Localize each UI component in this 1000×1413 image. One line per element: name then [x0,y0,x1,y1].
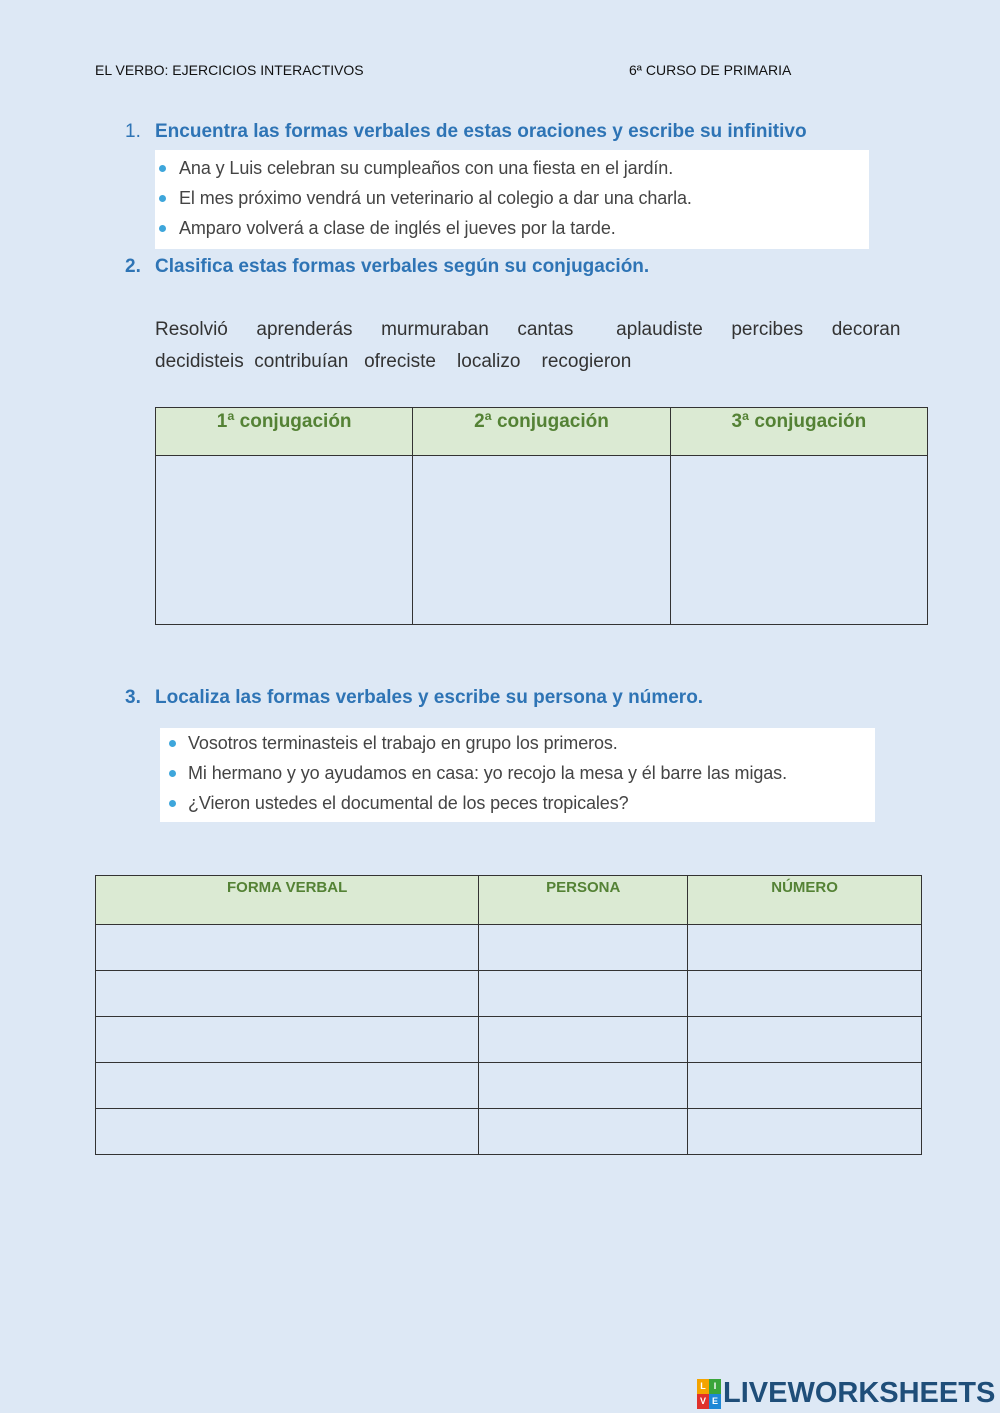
list-item: Vosotros terminasteis el trabajo en grupo los primeros. [160,728,875,758]
liveworksheets-icon: L I V E [697,1379,721,1409]
answer-cell[interactable] [96,1063,479,1109]
question-2-text: Clasifica estas formas verbales según su conjugación. [155,256,650,277]
answer-cell[interactable] [479,1017,688,1063]
answer-cell-conj-1[interactable] [156,456,413,625]
bullet-icon [159,165,166,172]
answer-cell[interactable] [688,1017,922,1063]
question-3-title [125,687,703,709]
answer-cell[interactable] [479,1063,688,1109]
answer-cell[interactable] [479,1109,688,1155]
list-item: Mi hermano y yo ayudamos en casa: yo recojo la mesa y él barre las migas. [160,758,875,788]
bullet-icon [169,800,176,807]
column-header-persona: PERSONA [479,876,688,925]
liveworksheets-logo[interactable] [697,1377,995,1410]
person-number-table [95,875,922,1155]
answer-cell-conj-3[interactable] [670,456,927,625]
list-item: ¿Vieron ustedes el documental de los peces tropicales? [160,788,875,818]
column-header-forma-verbal: FORMA VERBAL [96,876,479,925]
table-row [96,1017,922,1063]
question-3-number: 3. [125,687,141,708]
verb-word-bank [155,314,901,378]
word-bank-line-1: Resolvió aprenderás murmuraban cantas aplaudiste percibes decoran [155,319,901,340]
worksheet-title: EL VERBO: EJERCICIOS INTERACTIVOS [95,62,364,78]
bullet-icon [169,740,176,747]
answer-cell[interactable] [96,925,479,971]
list-item: El mes próximo vendrá un veterinario al colegio a dar una charla. [155,183,869,213]
question-3-text: Localiza las formas verbales y escribe su persona y número. [155,687,704,708]
question-2-number: 2. [125,256,141,277]
bullet-icon [169,770,176,777]
table-row [96,925,922,971]
answer-cell[interactable] [96,1017,479,1063]
conjugation-table [155,407,928,625]
word-bank-line-2: decidisteis contribuían ofreciste localizo recogieron [155,351,632,372]
question-1-title [125,121,807,143]
answer-cell-conj-2[interactable] [413,456,670,625]
answer-cell[interactable] [479,925,688,971]
list-item: Amparo volverá a clase de inglés el jueves por la tarde. [155,213,869,243]
bullet-icon [159,195,166,202]
table-row [96,1109,922,1155]
answer-cell[interactable] [96,971,479,1017]
question-1-number: 1. [125,121,141,142]
answer-cell[interactable] [688,925,922,971]
grade-label: 6ª CURSO DE PRIMARIA [629,62,792,78]
bullet-icon [159,225,166,232]
answer-cell[interactable] [96,1109,479,1155]
column-header-conj-1: 1ª conjugación [156,408,413,456]
table-row [96,971,922,1017]
table-row [96,1063,922,1109]
list-item: Ana y Luis celebran su cumpleaños con una fiesta en el jardín. [155,153,869,183]
answer-cell[interactable] [688,1063,922,1109]
question-3-sentences [160,728,875,822]
answer-cell[interactable] [688,971,922,1017]
question-2-title [125,256,649,278]
question-1-text: Encuentra las formas verbales de estas oraciones y escribe su infinitivo [155,121,807,142]
question-1-sentences [155,150,869,249]
brand-name: LIVEWORKSHEETS [723,1377,996,1409]
column-header-conj-3: 3ª conjugación [670,408,927,456]
answer-cell[interactable] [479,971,688,1017]
column-header-conj-2: 2ª conjugación [413,408,670,456]
column-header-numero: NÚMERO [688,876,922,925]
answer-cell[interactable] [688,1109,922,1155]
